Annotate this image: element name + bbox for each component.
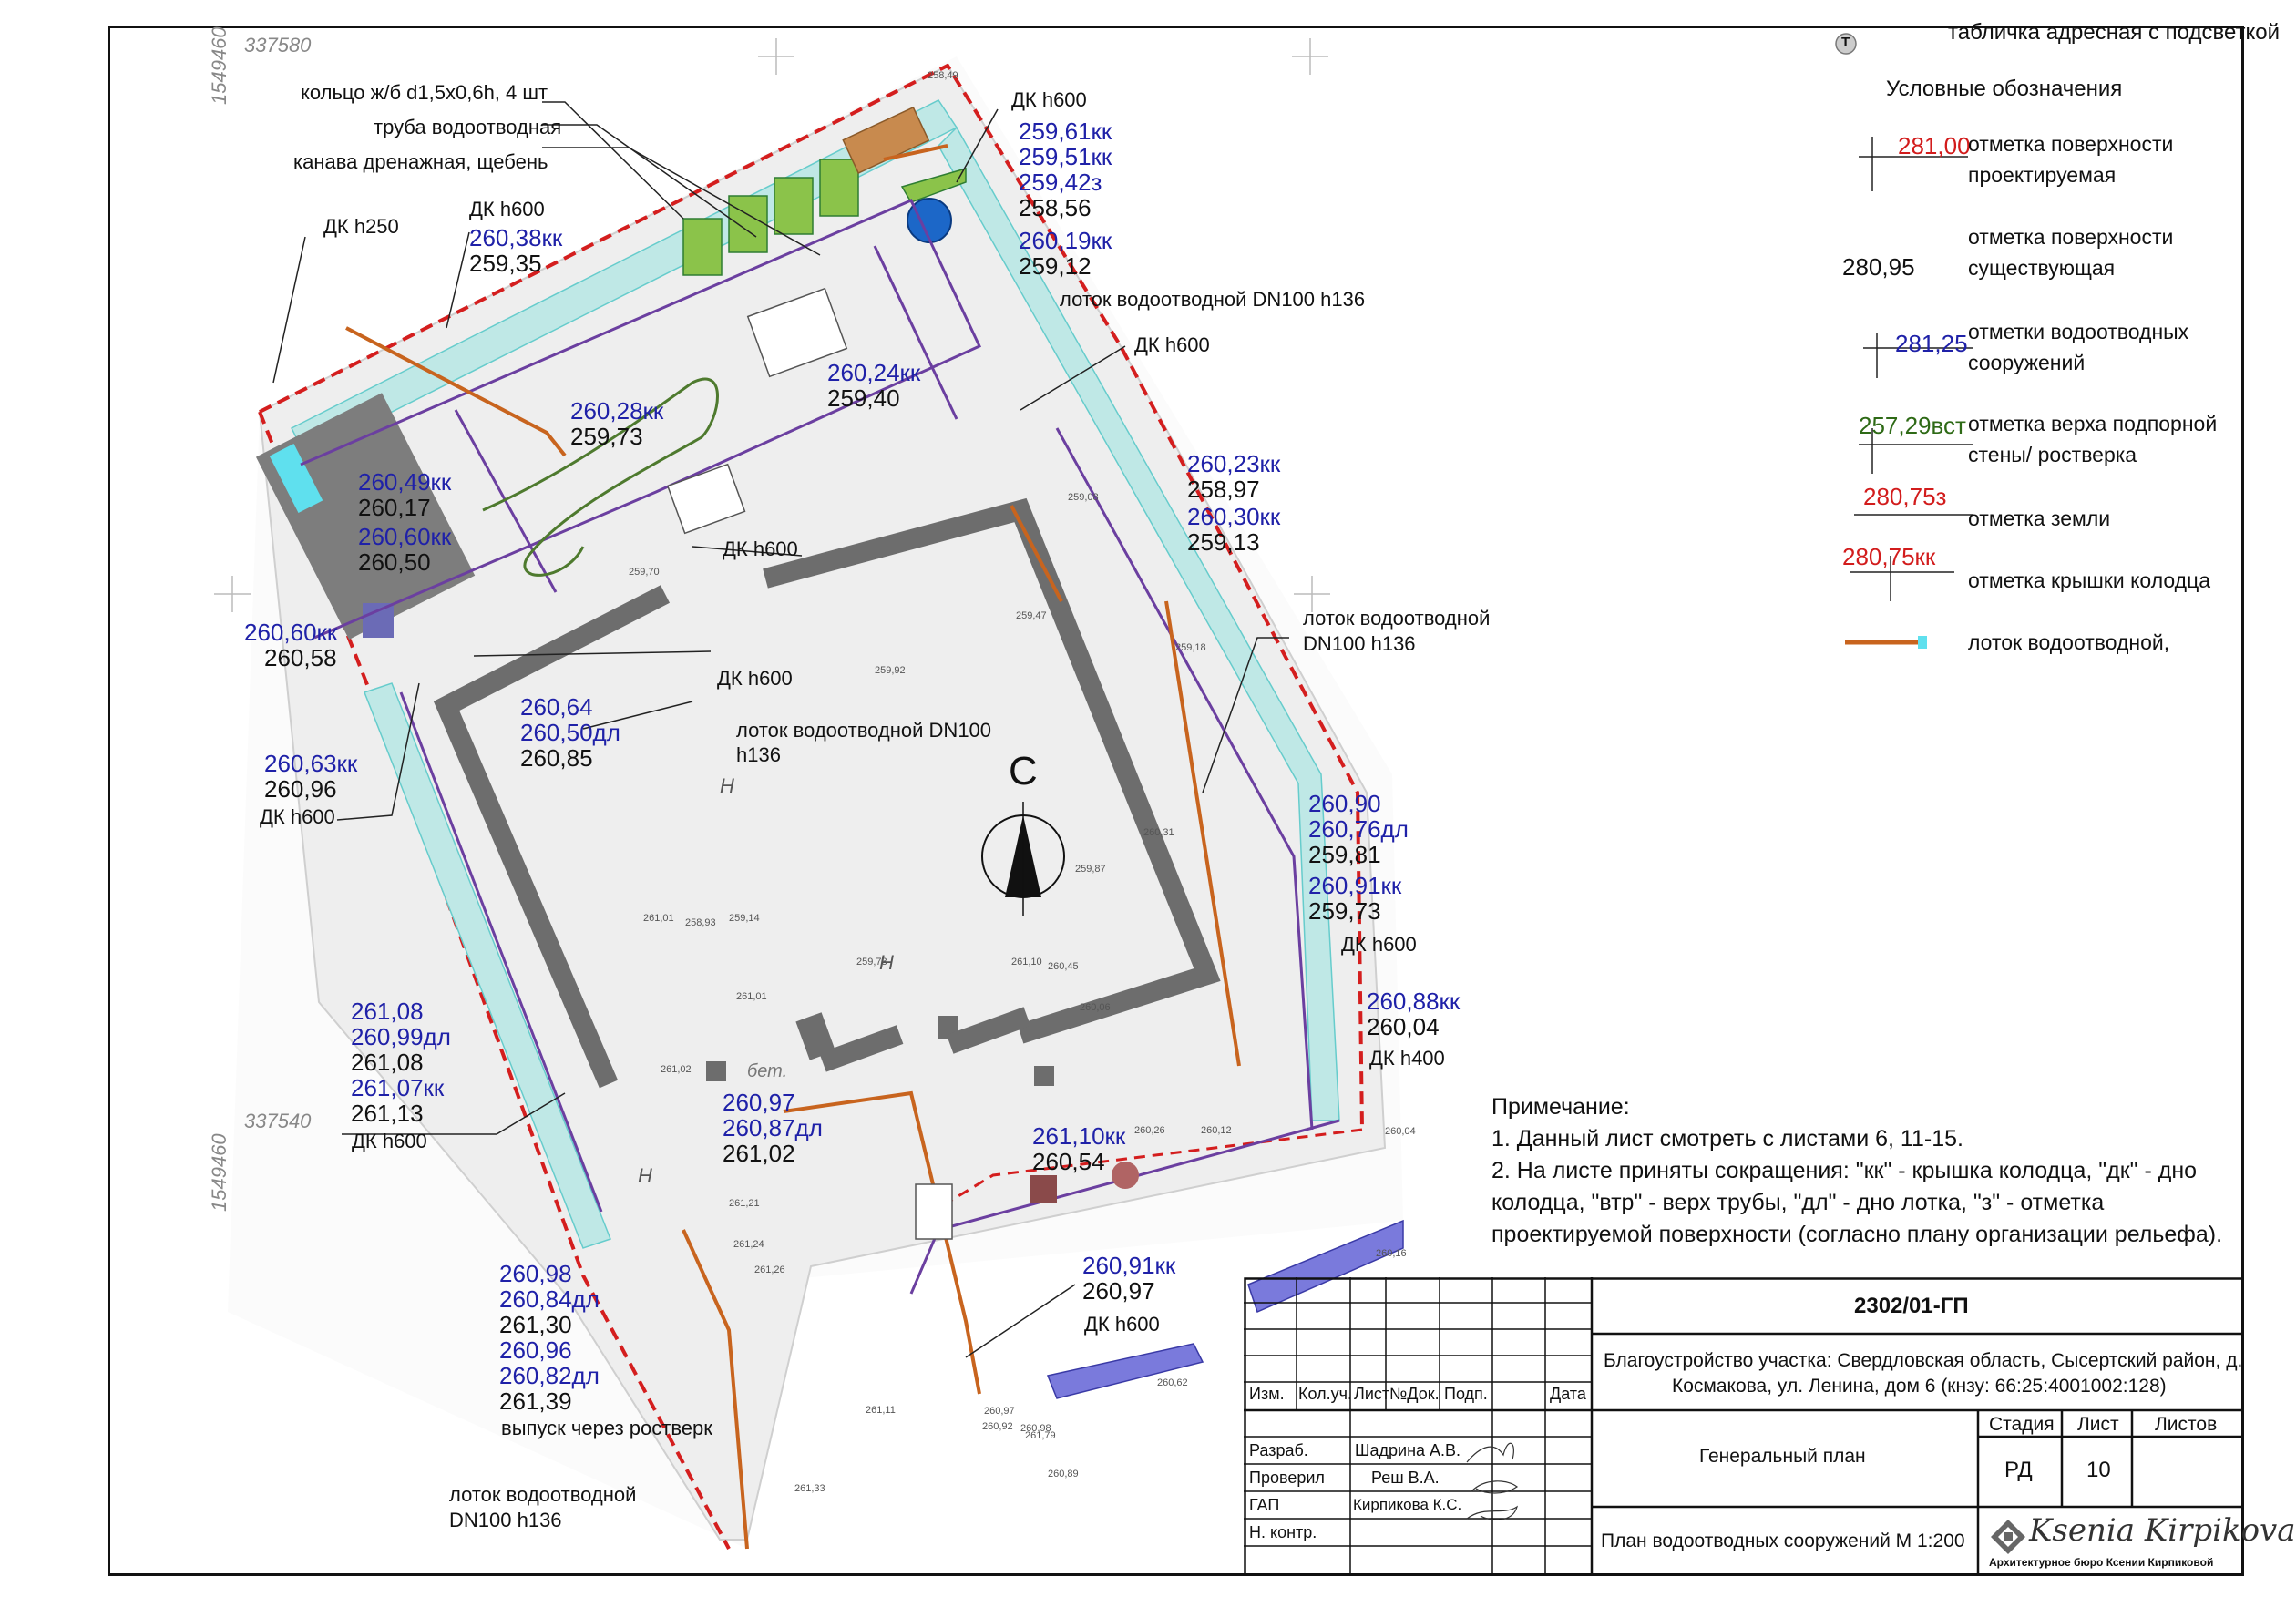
existing-mark: 261,11 (866, 1405, 896, 1416)
elev-mark-18: 261,10кк 260,54 (1032, 1122, 1126, 1175)
note-2: 2. На листе приняты сокращения: "кк" - крышка колодца, "дк" - дно (1491, 1158, 2198, 1183)
legend-value-6: 280,75кк (1842, 543, 1936, 570)
role-proveril: Проверил (1249, 1469, 1325, 1487)
legend-value-5: 280,75з (1863, 483, 1947, 510)
logo-icon (1989, 1518, 2027, 1556)
callout-tray-mid-1: лоток водоотводной DN100 (736, 719, 992, 742)
col-izm: Изм. (1249, 1385, 1285, 1403)
col-podp: Подп. (1444, 1385, 1488, 1403)
sheet-value: 10 (2086, 1458, 2111, 1482)
existing-mark: 259,08 (1068, 492, 1099, 503)
note-4: проектируемой поверхности (согласно плану организации рельефа). (1491, 1222, 2223, 1247)
sheet-title: План водоотводных сооружений М 1:200 (1601, 1530, 1965, 1551)
elev-mark-14: 260,91кк 259,73 (1308, 872, 1402, 925)
logo-subtitle: Архитектурное бюро Ксении Кирпиковой (1989, 1556, 2214, 1569)
elev-mark-6: 260,49кк 260,17 (358, 468, 452, 521)
existing-mark: 260,89 (1048, 1469, 1079, 1479)
header-partial: табличка адресная с подсветкой (1948, 20, 2281, 45)
col-doc: №Док. (1389, 1385, 1440, 1403)
callout-dk600-r2: ДК h600 (1341, 933, 1417, 956)
legend-value-1: 281,00 (1898, 132, 1971, 159)
coord-y-bottom: 1549460 (208, 1133, 231, 1212)
sheets-label: Листов (2155, 1414, 2218, 1435)
callout-dk600-a: ДК h600 (469, 198, 545, 220)
existing-mark: 258,93 (685, 917, 716, 928)
callout-dk600-left: ДК h600 (260, 805, 335, 828)
elev-mark-5: 260,28кк 259,73 (570, 397, 664, 450)
legend-text-4: отметка верха подпорной стены/ ростверка (1968, 412, 2218, 466)
callout-dk600-right: ДК h600 (1134, 333, 1210, 356)
callout-dk600-bottom: ДК h600 (1084, 1313, 1160, 1336)
existing-mark: 260,97 (984, 1406, 1015, 1417)
legend-text-6: отметка крышки колодца (1968, 568, 2211, 592)
existing-mark: 259,87 (1075, 864, 1106, 875)
elev-mark-9: 260,30кк 259,13 (1187, 503, 1281, 556)
name-proveril: Реш В.А. (1371, 1469, 1440, 1487)
existing-mark: 261,24 (733, 1239, 764, 1250)
role-nkontr: Н. контр. (1249, 1523, 1317, 1541)
name-gap: Кирпикова К.С. (1353, 1496, 1462, 1513)
existing-mark: 261,02 (661, 1064, 692, 1075)
callout-tray-top: лоток водоотводной DN100 h136 (1060, 288, 1366, 311)
existing-mark: 260,06 (1080, 1002, 1111, 1013)
callout-dk400: ДК h400 (1369, 1047, 1445, 1070)
legend-value-2: 280,95 (1842, 253, 1915, 281)
existing-mark: 261,01 (643, 913, 674, 924)
callout-dk250: ДК h250 (323, 215, 399, 238)
legend-text-5: отметка земли (1968, 507, 2111, 530)
coord-y-top: 1549460 (208, 26, 231, 105)
callout-dk600-top: ДК h600 (1011, 88, 1087, 111)
elev-mark-15: 260,88кк 260,04 (1367, 988, 1461, 1040)
elev-mark-10: 260,60кк 260,58 (244, 619, 338, 671)
logo-name: Ksenia Kirpikova (2029, 1512, 2296, 1549)
callout-outlet: выпуск через ростверк (501, 1417, 712, 1439)
project-line-2: Космакова, ул. Ленина, дом 6 (кнзу: 66:25:4001002:128) (1672, 1376, 2167, 1397)
elev-mark-7: 260,60кк 260,50 (358, 523, 452, 576)
callout-dk600-lb: ДК h600 (352, 1130, 427, 1152)
note-3: колодца, "втр" - верх трубы, "дл" - дно лотка, "з" - отметка (1491, 1190, 2105, 1215)
drawing-code: 2302/01-ГП (1854, 1294, 1969, 1318)
existing-mark: 260,12 (1201, 1125, 1232, 1136)
existing-mark: 259,92 (875, 665, 906, 676)
existing-mark: 259,14 (729, 913, 760, 924)
elev-mark-16: 261,08 260,99дл 261,08 261,07кк 261,13 (351, 998, 451, 1127)
existing-mark: 261,21 (729, 1198, 760, 1209)
existing-mark: 261,33 (794, 1483, 825, 1494)
elev-mark-20: 260,98 260,84дл 261,30 260,96 260,82дл 261,39 (499, 1260, 600, 1415)
zone-label-2: Н (879, 951, 894, 974)
title-block (1244, 1277, 2296, 1576)
elev-mark-19: 260,91кк 260,97 (1082, 1252, 1176, 1305)
zone-label-bet: бет. (747, 1061, 788, 1081)
legend-text-1: отметка поверхности проектируемая (1968, 132, 2174, 187)
col-kol: Кол.уч. (1298, 1385, 1352, 1403)
existing-mark: 261,10 (1011, 957, 1042, 967)
section-title: Генеральный план (1699, 1446, 1866, 1467)
elev-mark-8: 260,23кк 258,97 (1187, 450, 1281, 503)
elev-mark-11: 260,64 260,50дл 260,85 (520, 693, 620, 772)
callout-tray-mid-2: h136 (736, 743, 781, 766)
elev-mark-12: 260,63кк 260,96 (264, 750, 358, 803)
name-razrab: Шадрина А.В. (1355, 1441, 1461, 1459)
compass-label: С (1009, 749, 1038, 793)
stage-value: РД (2004, 1458, 2033, 1482)
elev-mark-13: 260,90 260,76дл 259,81 (1308, 790, 1409, 868)
callout-pipe: труба водоотводная (374, 116, 562, 138)
callout-tray-bottom-2: DN100 h136 (449, 1509, 562, 1531)
legend-value-3: 281,25 (1895, 330, 1968, 357)
elev-mark-2: 260,19кк 259,12 (1019, 227, 1112, 280)
existing-mark: 259,18 (1175, 642, 1206, 653)
legend-text-3: отметки водоотводных сооружений (1968, 320, 2189, 374)
existing-mark: 261,79 (1025, 1430, 1056, 1441)
role-razrab: Разраб. (1249, 1441, 1308, 1459)
existing-mark: 260,45 (1048, 961, 1079, 972)
callout-ditch: канава дренажная, щебень (293, 150, 548, 173)
zone-label-3: Н (638, 1164, 652, 1187)
zone-label-1: Н (720, 774, 734, 797)
existing-mark: 260,62 (1157, 1377, 1188, 1388)
existing-mark: 261,01 (736, 991, 767, 1002)
elev-mark-17: 260,97 260,87дл 261,02 (723, 1089, 823, 1167)
existing-mark: 259,73 (856, 957, 887, 967)
existing-mark: 260,04 (1385, 1126, 1416, 1137)
notes (1491, 1091, 2222, 1251)
elev-mark-1: 259,61кк 259,51кк 259,42з 258,56 (1019, 118, 1112, 221)
legend-value-4: 257,29вст (1859, 412, 1966, 439)
existing-mark: 259,70 (629, 567, 660, 578)
callout-dk600-mid2: ДК h600 (717, 667, 793, 690)
elev-mark-4: 260,24кк 259,40 (827, 359, 921, 412)
callout-tray-right-2: DN100 h136 (1303, 632, 1416, 655)
legend-symbols (1850, 137, 1973, 601)
note-1: 1. Данный лист смотреть с листами 6, 11-15. (1491, 1126, 1963, 1152)
legend-text-2: отметка поверхности существующая (1968, 225, 2174, 280)
project-line-1: Благоустройство участка: Свердловская область, Сысертский район, д. (1604, 1350, 2243, 1371)
elev-mark-3: 260,38кк 259,35 (469, 224, 563, 277)
existing-mark: 260,16 (1376, 1248, 1407, 1259)
role-gap: ГАП (1249, 1496, 1280, 1514)
notes-title: Примечание: (1491, 1094, 1630, 1120)
callout-ring: кольцо ж/б d1,5х0,6h, 4 шт (301, 81, 548, 104)
legend-title: Условные обозначения (1886, 77, 2123, 101)
col-date: Дата (1550, 1385, 1586, 1403)
coord-x-bottom: 337540 (244, 1110, 312, 1132)
coord-x-top: 337580 (244, 34, 312, 56)
callout-tray-right-1: лоток водоотводной (1303, 607, 1491, 630)
stage-label: Стадия (1989, 1414, 2055, 1435)
legend-text-7: лоток водоотводной, (1968, 630, 2170, 654)
callout-dk600-mid1: ДК h600 (723, 537, 798, 560)
existing-mark: 261,26 (754, 1264, 785, 1275)
existing-mark: 260,31 (1143, 827, 1174, 838)
site-footprint (228, 56, 1403, 1549)
existing-mark: 259,47 (1016, 610, 1047, 621)
existing-mark: 260,26 (1134, 1125, 1165, 1136)
col-list: Лист (1354, 1385, 1390, 1403)
existing-mark: 258,49 (928, 70, 958, 81)
callout-tray-bottom-1: лоток водоотводной (449, 1483, 637, 1506)
legend-t-symbol: Т (1841, 35, 1850, 50)
existing-mark: 260,92 (982, 1421, 1013, 1432)
existing-mark: 260,98 (1020, 1423, 1051, 1434)
sheet-label: Лист (2077, 1414, 2119, 1435)
